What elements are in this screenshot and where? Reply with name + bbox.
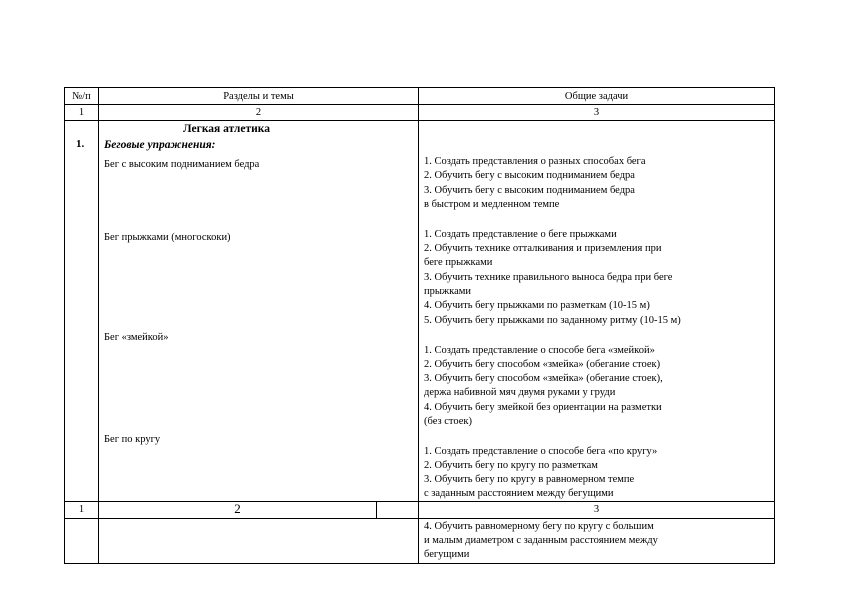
table-border-left	[64, 87, 65, 564]
task-line: 2. Обучить бегу с высоким подниманием бедра	[424, 170, 635, 181]
task-line: 4. Обучить бегу змейкой без ориентации на разметки	[424, 402, 662, 413]
header-number: №/п	[72, 91, 91, 102]
task-line: 4. Обучить бегу прыжками по разметкам (10-15 м)	[424, 300, 650, 311]
column-number-3: 3	[593, 504, 600, 515]
task-line: 2. Обучить бегу способом «змейка» (обегание стоек)	[424, 359, 661, 370]
topic-name: Бег с высоким подниманием бедра	[104, 159, 260, 170]
task-line: прыжками	[424, 286, 472, 297]
section-number: 1.	[76, 138, 85, 150]
task-line: 4. Обучить равномерному бегу по кругу с большим	[424, 521, 654, 532]
task-line: 2. Обучить технике отталкивания и приземления при	[424, 243, 662, 254]
table-rule	[64, 518, 775, 519]
column-number-1: 1	[78, 504, 85, 515]
section-subtitle: Беговые упражнения:	[104, 139, 216, 151]
table-border-bottom	[64, 563, 775, 564]
task-line: 1. Создать представление о способе бега «змейкой»	[424, 345, 655, 356]
table-rule	[64, 104, 775, 105]
column-number-3: 3	[593, 107, 600, 118]
task-line: 5. Обучить бегу прыжками по заданному ритму (10-15 м)	[424, 315, 681, 326]
table-border-top	[64, 87, 775, 88]
task-line: (без стоек)	[424, 416, 473, 427]
task-line: 3. Обучить бегу по кругу в равномерном темпе	[424, 474, 635, 485]
task-line: в быстром и медленном темпе	[424, 199, 560, 210]
table-border-right	[774, 87, 775, 564]
topic-name: Бег «змейкой»	[104, 332, 169, 343]
column-number-2: 2	[234, 501, 241, 516]
task-line: и малым диаметром с заданным расстоянием между	[424, 535, 658, 546]
topic-name: Бег прыжками (многоскоки)	[104, 232, 231, 243]
task-line: 3. Обучить бегу с высоким подниманием бедра	[424, 185, 635, 196]
table-rule	[64, 120, 775, 121]
task-line: 1. Создать представление о способе бега «по кругу»	[424, 446, 658, 457]
task-line: 2. Обучить бегу по кругу по разметкам	[424, 460, 598, 471]
column-number-2: 2	[255, 107, 262, 118]
header-sections: Разделы и темы	[223, 91, 294, 102]
table-column-divider	[418, 87, 419, 564]
topic-name: Бег по кругу	[104, 434, 161, 445]
task-line: 3. Обучить бегу способом «змейка» (обегание стоек),	[424, 373, 663, 384]
task-line: с заданным расстоянием между бегущими	[424, 488, 614, 499]
task-line: беге прыжками	[424, 257, 493, 268]
header-tasks: Общие задачи	[564, 91, 629, 102]
task-line: 3. Обучить технике правильного выноса бедра при беге	[424, 272, 673, 283]
task-line: бегущими	[424, 549, 470, 560]
column-number-1: 1	[78, 107, 85, 118]
task-line: держа набивной мяч двумя руками у груди	[424, 387, 616, 398]
table-column-divider	[98, 87, 99, 564]
task-line: 1. Создать представление о беге прыжками	[424, 229, 617, 240]
task-line: 1. Создать представления о разных способах бега	[424, 156, 646, 167]
section-title: Легкая атлетика	[183, 123, 270, 135]
